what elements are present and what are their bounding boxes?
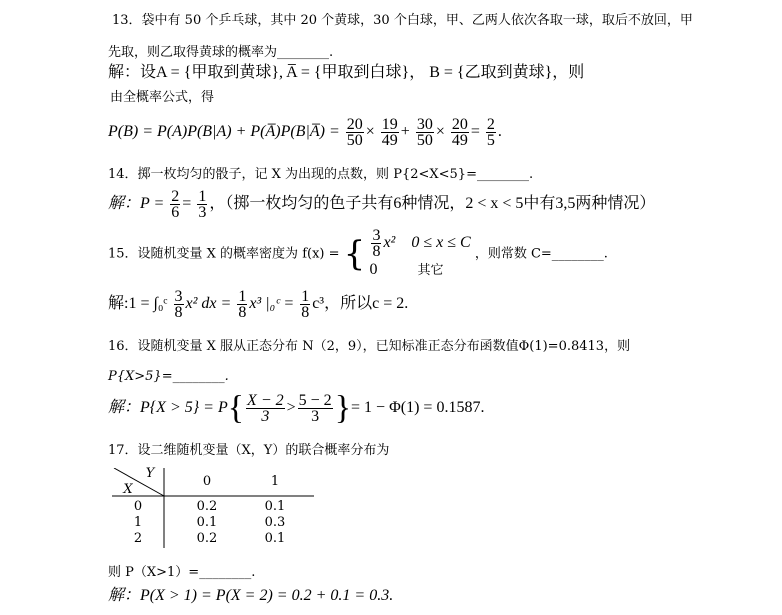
table-row-label: 2 <box>133 531 143 546</box>
q17-stem-line2: 则 P（X>1）=________. <box>108 565 256 580</box>
q13-solution-setup: 解：设A = {甲取到黄球}, A̅ = {甲取到白球}， B = {乙取到黄球}，则 <box>108 64 585 81</box>
table-cell: 0.1 <box>196 515 218 530</box>
q16-solution: 解：P{X > 5} = P{ $\frac{X - 2}{3}$ > $\frac{5 - 2}{3}$ }= 1 − Φ(1) = 0.1587. <box>108 389 485 427</box>
q15-row1-condition: 0 ≤ x ≤ C <box>411 233 471 251</box>
q13-stem-line2: 先取，则乙取得黄球的概率为________. <box>108 45 334 60</box>
q15-sol-fraction-1: $\frac{3}{8}$ <box>174 287 183 321</box>
q13-fraction-3: $\frac{30}{50}$ <box>416 115 433 149</box>
q13-solution-intro: 由全概率公式，得 <box>110 90 215 105</box>
q14-stem: 14．掷一枚均匀的骰子，记 X 为出现的点数，则 P{2<X<5}=________. <box>108 167 534 182</box>
q16-solution-prefix: 解：P{X > 5} = P <box>108 399 228 416</box>
q17-stem: 17．设二维随机变量（X，Y）的联合概率分布为 <box>108 443 390 458</box>
q15-solution-end: c³，所以c = 2. <box>312 295 409 312</box>
table-cell: 0.1 <box>264 499 286 514</box>
table-cell: 0.1 <box>264 531 286 546</box>
table-cell: 0.2 <box>196 531 218 546</box>
q15-coef-fraction: $\frac{3}{8}$ <box>372 226 381 260</box>
q15-piecewise: $\frac{3}{8}$ x² 0 ≤ x ≤ C 0 其它 <box>369 226 471 278</box>
q15-stem-prefix: 15．设随机变量 X 的概率密度为 f(x) = <box>108 246 340 262</box>
table-row-label: 0 <box>133 499 143 514</box>
q17-solution: 解：P(X > 1) = P(X = 2) = 0.2 + 0.1 = 0.3. <box>108 587 394 604</box>
q15-solution: 解:1 = ∫₀ᶜ $\frac{3}{8}$ x² dx = $\frac{1}{8}$ x³ |₀ᶜ = $\frac{1}{8}$ c³，所以c = 2. <box>108 287 409 321</box>
q15-sol-fraction-3: $\frac{1}{8}$ <box>301 287 310 321</box>
table-row-label: 1 <box>133 515 143 530</box>
q15-sol-fraction-2: $\frac{1}{8}$ <box>238 287 247 321</box>
q13-formula-lhs: P(B) = P(A)P(B|A) + P(A̅)P(B|A̅) = <box>108 123 340 140</box>
q15-stem-suffix: ，则常数 C=________. <box>474 246 608 262</box>
q14-solution: 解：P = $\frac{2}{6}$ = $\frac{1}{3}$ ，（掷一枚均匀的色子共有6种情况，2 < x < 5中有3,5两种情况） <box>108 187 656 221</box>
table-col-1: 1 <box>270 474 280 489</box>
q14-fraction-b: $\frac{1}{3}$ <box>198 187 207 221</box>
table-cell: 0.3 <box>264 515 286 530</box>
table-cell: 0.2 <box>196 499 218 514</box>
q14-solution-note: ，（掷一枚均匀的色子共有6种情况，2 < x < 5中有3,5两种情况） <box>209 195 656 212</box>
table-col-header: Y <box>145 466 155 481</box>
q15-brace: { <box>343 234 366 274</box>
q13-fraction-1: $\frac{20}{50}$ <box>346 115 363 149</box>
q16-solution-end: = 1 − Φ(1) = 0.1587. <box>351 399 485 416</box>
q16-fraction-2: $\frac{5 - 2}{3}$ <box>298 391 332 425</box>
q14-fraction-a: $\frac{2}{6}$ <box>171 187 180 221</box>
q16-stem-line2: P{X>5}=________. <box>108 369 229 384</box>
table-col-0: 0 <box>202 474 212 489</box>
q15-stem <box>108 226 608 282</box>
q14-solution-prefix: 解：P = <box>108 195 165 212</box>
q15-solution-prefix: 解:1 = ∫₀ᶜ <box>108 295 168 312</box>
q13-stem: 13．袋中有 50 个乒乓球，其中 20 个黄球，30 个白球，甲、乙两人依次各取一球，取后不放回，甲 <box>112 13 693 28</box>
table-row-header: X <box>123 482 133 497</box>
q16-fraction-1: $\frac{X - 2}{3}$ <box>247 391 284 425</box>
q15-row2-condition: 其它 <box>417 261 444 277</box>
q13-fraction-4: $\frac{20}{49}$ <box>451 115 468 149</box>
joint-distribution-table <box>112 468 314 548</box>
q13-formula: P(B) = P(A)P(B|A) + P(A̅)P(B|A̅) = $\frac{20}{50}$ × $\frac{19}{49}$ + $\frac{30}{50}$ × $\frac{20}{49}$ = $\frac{2}{5}$ . <box>108 115 502 149</box>
q16-stem: 16．设随机变量 X 服从正态分布 N（2，9），已知标准正态分布函数值Φ(1)=0.8413，则 <box>108 339 631 354</box>
q13-answer-fraction: $\frac{2}{5}$ <box>486 115 495 149</box>
q13-fraction-2: $\frac{19}{49}$ <box>381 115 398 149</box>
